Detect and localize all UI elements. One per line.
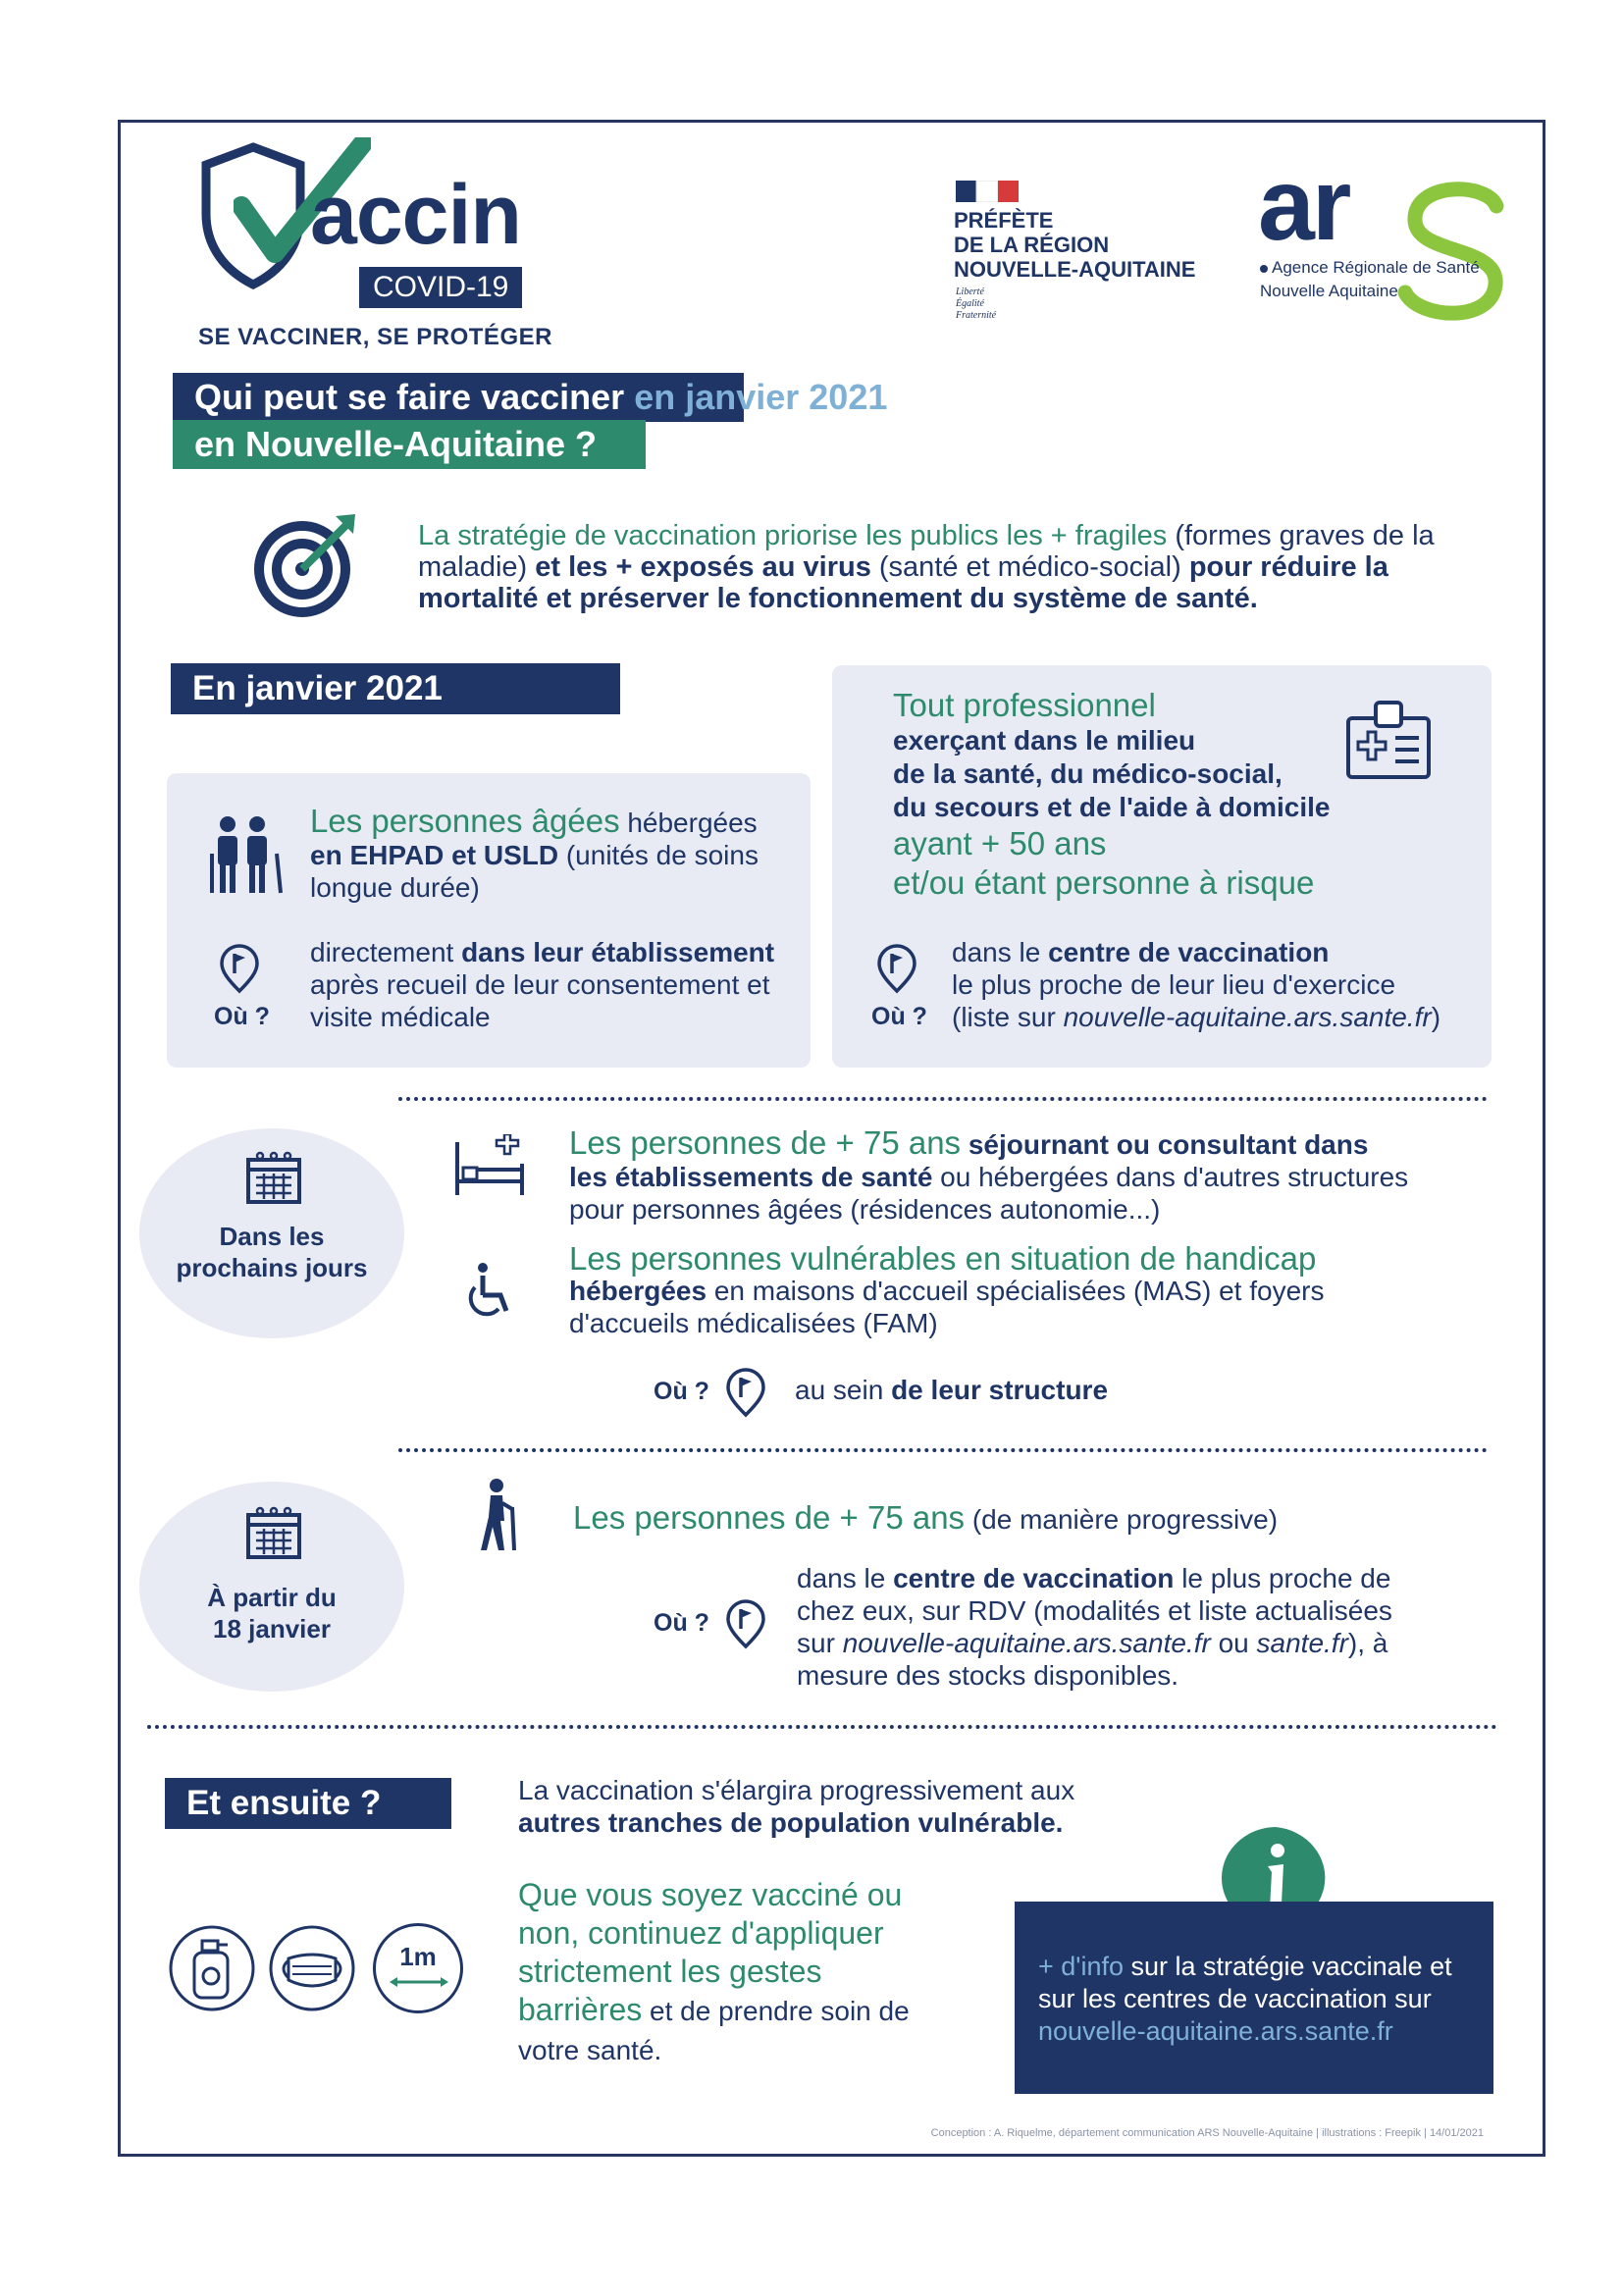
ensuite-text: La vaccination s'élargira progressivement aux autres tranches de population vulnérable. [518, 1775, 1075, 1838]
location-pin-icon [218, 942, 261, 995]
logo-covid-badge: COVID-19 [359, 267, 522, 308]
calendar-icon [245, 1505, 302, 1560]
hand-sanitizer-icon [167, 1923, 257, 2013]
prefet-block: PRÉFÈTE DE LA RÉGION NOUVELLE-AQUITAINE [954, 208, 1196, 282]
french-flag-icon [956, 181, 1019, 202]
partir-item-75ans: Les personnes de + 75 ans (de manière progressive) [573, 1499, 1279, 1536]
page-title-line2: en Nouvelle-Aquitaine ? [173, 420, 646, 469]
ars-logo-word: ar [1258, 148, 1349, 262]
face-mask-icon [267, 1923, 357, 2013]
double-arrow-icon [390, 1975, 448, 1989]
elderly-person-icon [467, 1478, 526, 1552]
prochains-item-75ans: Les personnes de + 75 ans séjournant ou consultant dans les établissements de santé ou hébergées dans d'autres structures pour personnes âgées (résidences autonomie...) [569, 1124, 1409, 1225]
prochains-where: au sein de leur structure [795, 1375, 1109, 1405]
section-label-janvier: En janvier 2021 [171, 663, 620, 714]
info-box: + d'info sur la stratégie vaccinale et sur les centres de vaccination sur nouvelle-aquitaine.ars.sante.fr [1015, 1902, 1493, 2094]
divider [398, 1448, 1488, 1452]
intro-text: La stratégie de vaccination priorise les publics les + fragiles (formes graves de la maladie) et les + exposés au virus (santé et médico-social) pour réduire la mortalité et préserver le fonctionnement du système de santé. [418, 520, 1435, 614]
divider [147, 1725, 1497, 1729]
calendar-icon [245, 1150, 302, 1205]
footer-credits: Conception : A. Riquelme, département communication ARS Nouvelle-Aquitaine | illustrations : Freepik | 14/01/2021 [930, 2127, 1484, 2139]
agees-description: Les personnes âgées hébergées en EHPAD et USLD (unités de soins longue durée) [310, 803, 759, 903]
pros-description: Tout professionnel exerçant dans le milieu de la santé, du médico-social, du secours et de l'aide à domicile ayant + 50 ans et/ou étant personne à risque [893, 687, 1331, 901]
agees-where: directement dans leur établissement après recueil de leur consentement et visite médicale [310, 937, 775, 1032]
logo-word: accin [310, 168, 521, 262]
location-pin-icon [875, 942, 918, 995]
location-pin-icon [724, 1366, 767, 1419]
ars-subtitle-2: Nouvelle Aquitaine [1260, 282, 1398, 300]
ars-s-icon [1393, 177, 1511, 324]
target-icon [251, 510, 361, 620]
hospital-bed-icon [453, 1134, 526, 1197]
section-label-ensuite: Et ensuite ? [165, 1778, 451, 1829]
info-link[interactable]: nouvelle-aquitaine.ars.sante.fr [1038, 2016, 1393, 2046]
barrieres-text: Que vous soyez vacciné ou non, continuez d'appliquer strictement les gestes barrières et de prendre soin de votre santé. [518, 1877, 910, 2065]
partir-where: dans le centre de vaccination le plus proche de chez eux, sur RDV (modalités et liste actualisées sur nouvelle-aquitaine.ars.sante.fr ou sante.fr), à mesure des stocks disponibles. [797, 1563, 1392, 1691]
pros-where: dans le centre de vaccination le plus proche de leur lieu d'exercice (liste sur nouvelle-aquitaine.ars.sante.fr) [952, 937, 1441, 1032]
18-janvier-label: À partir du 18 janvier [207, 1583, 337, 1644]
location-pin-icon [724, 1597, 767, 1650]
medical-badge-icon [1344, 697, 1433, 785]
elderly-couple-icon [208, 814, 283, 895]
ou-label: Où ? [654, 1609, 709, 1637]
divider [398, 1097, 1488, 1101]
ars-dot-icon [1260, 265, 1268, 273]
prochains-jours-label: Dans les prochains jours [176, 1222, 368, 1282]
ou-label: Où ? [871, 1003, 927, 1030]
devise: Liberté Égalité Fraternité [956, 287, 997, 321]
page-title-line1: Qui peut se faire vacciner en janvier 2021 [173, 373, 744, 422]
ars-subtitle-1: Agence Régionale de Santé [1272, 258, 1480, 277]
wheelchair-icon [461, 1262, 520, 1321]
ou-label: Où ? [654, 1378, 709, 1405]
prochains-item-handicap: Les personnes vulnérables en situation de handicap hébergées en maisons d'accueil spécialisées (MAS) et foyers d'accueils médicalisées (FAM) [569, 1240, 1325, 1338]
distance-icon [373, 1923, 463, 2013]
slogan: SE VACCINER, SE PROTÉGER [198, 324, 552, 350]
distance-label: 1m [399, 1942, 437, 1971]
ou-label: Où ? [214, 1003, 270, 1030]
